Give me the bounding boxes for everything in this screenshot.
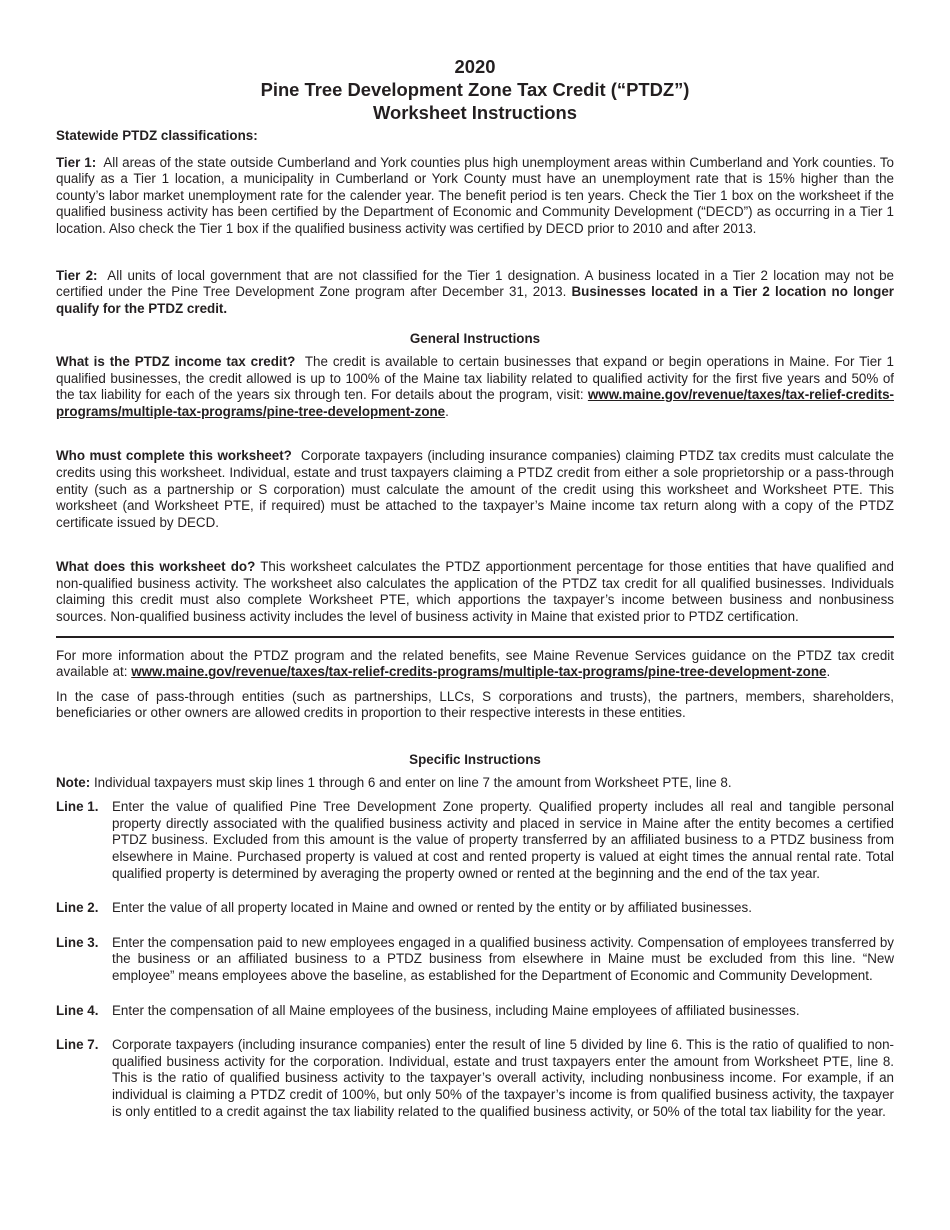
line-7-instruction [56,1037,894,1120]
line-2-text: Enter the value of all property located in Maine and owned or rented by the entity or by affiliated businesses. [112,900,752,916]
document-subtitle: Worksheet Instructions [372,102,578,123]
classifications-heading: Statewide PTDZ classifications: [56,128,258,143]
document-title: Pine Tree Development Zone Tax Credit (“PTDZ”) [260,79,690,100]
specific-instructions-heading: Specific Instructions [409,752,541,768]
ptdz-program-link[interactable]: www.maine.gov/revenue/taxes/tax-relief-credits-programs/multiple-tax-programs/pine-tree-development-zone [56,387,894,419]
line-1-text: Enter the value of qualified Pine Tree Development Zone property. Qualified property includes all real and tangible personal property directly associated with the qualified business activity and placed in service in Maine after the entity becomes a certified PTDZ business. Excluded from this amount is the value of property transferred by an affiliated business to a PTDZ business from elsewhere in Maine. Purchased property is valued at cost and rented property is valued at eight times the annual rental rate. Total qualified property is determined by averaging the property owned or rented at the beginning and the end of the tax year. [112,799,894,881]
question-what-is-credit [56,354,894,420]
question-what-does-worksheet-do-text: This worksheet calculates the PTDZ apportionment percentage for those entities that have qualified and non-qualified business activity. The worksheet also calculates the application of the PTDZ tax credit for all qualified businesses. Individuals claiming this credit must also complete Worksheet PTE, which apportions the taxpayer’s income between business and nonbusiness sources. Non-qualified business activity includes the level of business activity in Maine that existed prior to PTDZ certification. [56,559,894,625]
general-instructions-heading: General Instructions [409,331,541,347]
line-7-text: Corporate taxpayers (including insurance companies) enter the result of line 5 divided by line 6. This is the ratio of qualified to non-qualified business activity for the corporation. Individual, estate and trust taxpayers enter the amount from Worksheet PTE, line 8. This is the ratio of qualified business activity to the taxpayer’s overall activity, including nonbusiness income. For example, if an individual is claiming a PTDZ credit of 100%, but only 50% of the taxpayer’s income is from qualified business activity, the taxpayer is only entitled to a credit against the tax liability related to the qualified business activity, or 50% of the total tax liability for the year. [112,1037,894,1119]
note-paragraph [56,775,894,792]
period: . [826,664,831,680]
line-3-label: Line 3. [56,934,99,950]
period: . [445,403,449,419]
note-label: Note: [56,774,91,790]
tier2-paragraph [56,268,894,318]
tier1-text: All areas of the state outside Cumberland and York counties plus high unemployment areas within Cumberland and York counties. To qualify as a Tier 1 location, a municipality in Cumberland or York County must have an unemployment rate that is 15% higher than the county’s labor market unemployment rate for the calender year. The benefit period is ten years. Check the Tier 1 box on the worksheet if the qualified business activity has been certified by the Department of Economic and Community Development (“DECD”) as occurring in a Tier 1 location. Also check the Tier 1 box if the qualified business activity was certified by DECD prior to 2010 and after 2013. [56,154,895,236]
more-info-paragraph [56,648,894,681]
line-3-text: Enter the compensation paid to new employees engaged in a qualified business activity. Compensation of employees transferred by the business or an affiliated business to a PTDZ business from elsewhere in Maine must be excluded from this line. “New employee” means employees above the baseline, as established for the Department of Economic and Community Development. [112,934,894,983]
more-info-text: For more information about the PTDZ program and the related benefits, see Maine Revenue Services guidance on the PTDZ tax credit available at: [56,647,894,680]
question-what-does-worksheet-do [56,559,894,625]
question-who-must-complete [56,448,894,531]
question-what-does-worksheet-do-label: What does this worksheet do? [56,559,256,575]
line-3-instruction [56,935,894,985]
question-what-is-credit-label: What is the PTDZ income tax credit? [56,353,296,369]
tier2-bold-text: Businesses located in a Tier 2 location no longer qualify for the PTDZ credit. [56,284,894,316]
line-1-label: Line 1. [56,799,99,815]
instructions-page [56,55,894,1120]
note-text: Individual taxpayers must skip lines 1 through 6 and enter on line 7 the amount from Worksheet PTE, line 8. [93,774,732,790]
line-4-instruction [56,1003,894,1020]
line-4-label: Line 4. [56,1002,99,1018]
document-year: 2020 [454,56,496,77]
line-1-instruction [56,799,894,882]
line-7-label: Line 7. [56,1037,99,1053]
tier2-label: Tier 2: [56,267,98,283]
ptdz-guidance-link[interactable]: www.maine.gov/revenue/taxes/tax-relief-credits-programs/multiple-tax-programs/pine-tree-development-zone [131,664,827,680]
tier1-label: Tier 1: [56,154,97,170]
tier1-paragraph [56,155,894,238]
line-2-instruction [56,900,894,917]
line-4-text: Enter the compensation of all Maine employees of the business, including Maine employees of affiliated businesses. [112,1002,800,1018]
question-who-must-complete-text: Corporate taxpayers (including insurance companies) claiming PTDZ tax credits must calculate the credits using this worksheet. Individual, estate and trust taxpayers claiming a PTDZ credit from either a sole proprietorship or a pass-through entity (such as a partnership or S corporation) must calculate the amount of the credit using this worksheet and Worksheet PTE. This worksheet (and Worksheet PTE, if required) must be attached to the taxpayer’s Maine income tax return along with a copy of the PTDZ certificate issued by DECD. [56,448,894,530]
line-2-label: Line 2. [56,900,99,916]
question-who-must-complete-label: Who must complete this worksheet? [56,448,292,464]
pass-through-paragraph: In the case of pass-through entities (such as partnerships, LLCs, S corporations and trusts), the partners, members, shareholders, beneficiaries or other owners are allowed credits in proportion to their respective interests in these entities. [56,688,894,721]
tier2-text: All units of local government that are not classified for the Tier 1 designation. A business located in a Tier 2 location may not be certified under the Pine Tree Development Zone program after December 31, 2013. [56,267,894,300]
question-what-is-credit-text: The credit is available to certain businesses that expand or begin operations in Maine. For Tier 1 qualified businesses, the credit allowed is up to 100% of the Maine tax liability related to qualified activity for the first five years and 50% of the tax liability for each of the years six through ten. For details about the program, visit: [56,353,894,403]
